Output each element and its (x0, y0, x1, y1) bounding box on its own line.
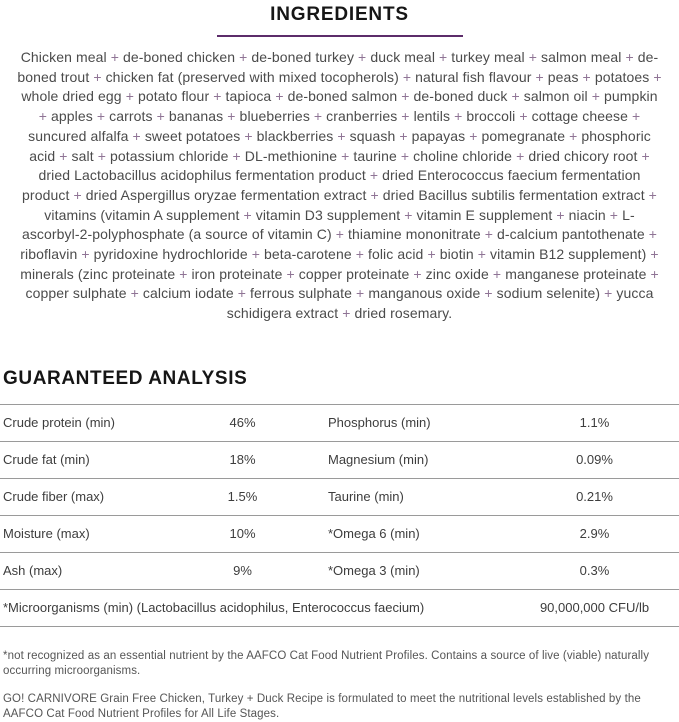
row-value: 0.3% (579, 563, 610, 579)
row-label: Taurine (min) (328, 489, 404, 505)
guaranteed-analysis-title: GUARANTEED ANALYSIS (3, 367, 248, 389)
row-label: Crude protein (min) (3, 415, 115, 431)
guaranteed-analysis-table (0, 404, 679, 627)
table-row (0, 442, 679, 479)
row-value: 9% (233, 563, 252, 579)
row-label: Ash (max) (3, 563, 63, 579)
row-value: 18% (229, 452, 256, 468)
footnote-asterisk: *not recognized as an essential nutrient by the AAFCO Cat Food Nutrient Profiles. Contains a source of live (viable) naturally occurring microorganisms. (3, 649, 650, 677)
row-label: *Omega 3 (min) (328, 563, 420, 579)
row-value: 1.5% (227, 489, 258, 505)
row-value: 90,000,000 CFU/lb (539, 600, 650, 616)
row-label: Crude fiber (max) (3, 489, 105, 505)
row-label: Moisture (max) (3, 526, 90, 542)
row-label: *Omega 6 (min) (328, 526, 420, 542)
row-value: 1.1% (579, 415, 610, 431)
row-label: Phosphorus (min) (328, 415, 431, 431)
table-row (0, 516, 679, 553)
table-row (0, 405, 679, 442)
row-value: 46% (229, 415, 256, 431)
ingredients-text: Chicken meal + de-boned chicken + de-boned turkey + duck meal + turkey meal + salmon meal + de-boned trout + chicken fat (preserved with mixed tocopherols) + natural fish flavour + peas + potatoes + whole dried egg + potato flour + tapioca + de-boned salmon + de-boned duck + salmon oil + pumpkin + apples + carrots + bananas + blueberries + cranberries + lentils + broccoli + cottage cheese + suncured alfalfa + sweet potatoes + blackberries + squash + papayas + pomegranate + phosphoric acid + salt + potassium chloride + DL-methionine + taurine + choline chloride + dried chicory root + dried Lactobacillus acidophilus fermentation product + dried Enterococcus faecium fermentation product + dried Aspergillus oryzae fermentation extract + dried Bacillus subtilis fermentation extract + vitamins (vitamin A supplement + vitamin D3 supplement + vitamin E supplement + niacin + L-ascorbyl-2-polyphosphate (a source of vitamin C) + thiamine mononitrate + d-calcium pantothenate + riboflavin + pyridoxine hydrochloride + beta-carotene + folic acid + biotin + vitamin B12 supplement) + minerals (zinc proteinate + iron proteinate + copper proteinate + zinc oxide + manganese proteinate + copper sulphate + calcium iodate + ferrous sulphate + manganous oxide + sodium selenite) + yucca schidigera extract + dried rosemary. (17, 49, 662, 322)
table-row-microorganisms (0, 590, 679, 627)
table-row (0, 553, 679, 590)
row-label: *Microorganisms (min) (Lactobacillus acidophilus, Enterococcus faecium) (3, 600, 425, 616)
row-value: 0.21% (576, 489, 613, 505)
ingredients-divider (217, 35, 463, 37)
row-value: 0.09% (576, 452, 613, 468)
table-row (0, 479, 679, 516)
row-value: 2.9% (579, 526, 610, 542)
ingredients-title: INGREDIENTS (270, 4, 409, 25)
row-value: 10% (229, 526, 256, 542)
row-label: Crude fat (min) (3, 452, 90, 468)
row-label: Magnesium (min) (328, 452, 429, 468)
footnote-aafco: GO! CARNIVORE Grain Free Chicken, Turkey + Duck Recipe is formulated to meet the nutritional levels established by the AAFCO Cat Food Nutrient Profiles for All Life Stages. (3, 692, 641, 720)
